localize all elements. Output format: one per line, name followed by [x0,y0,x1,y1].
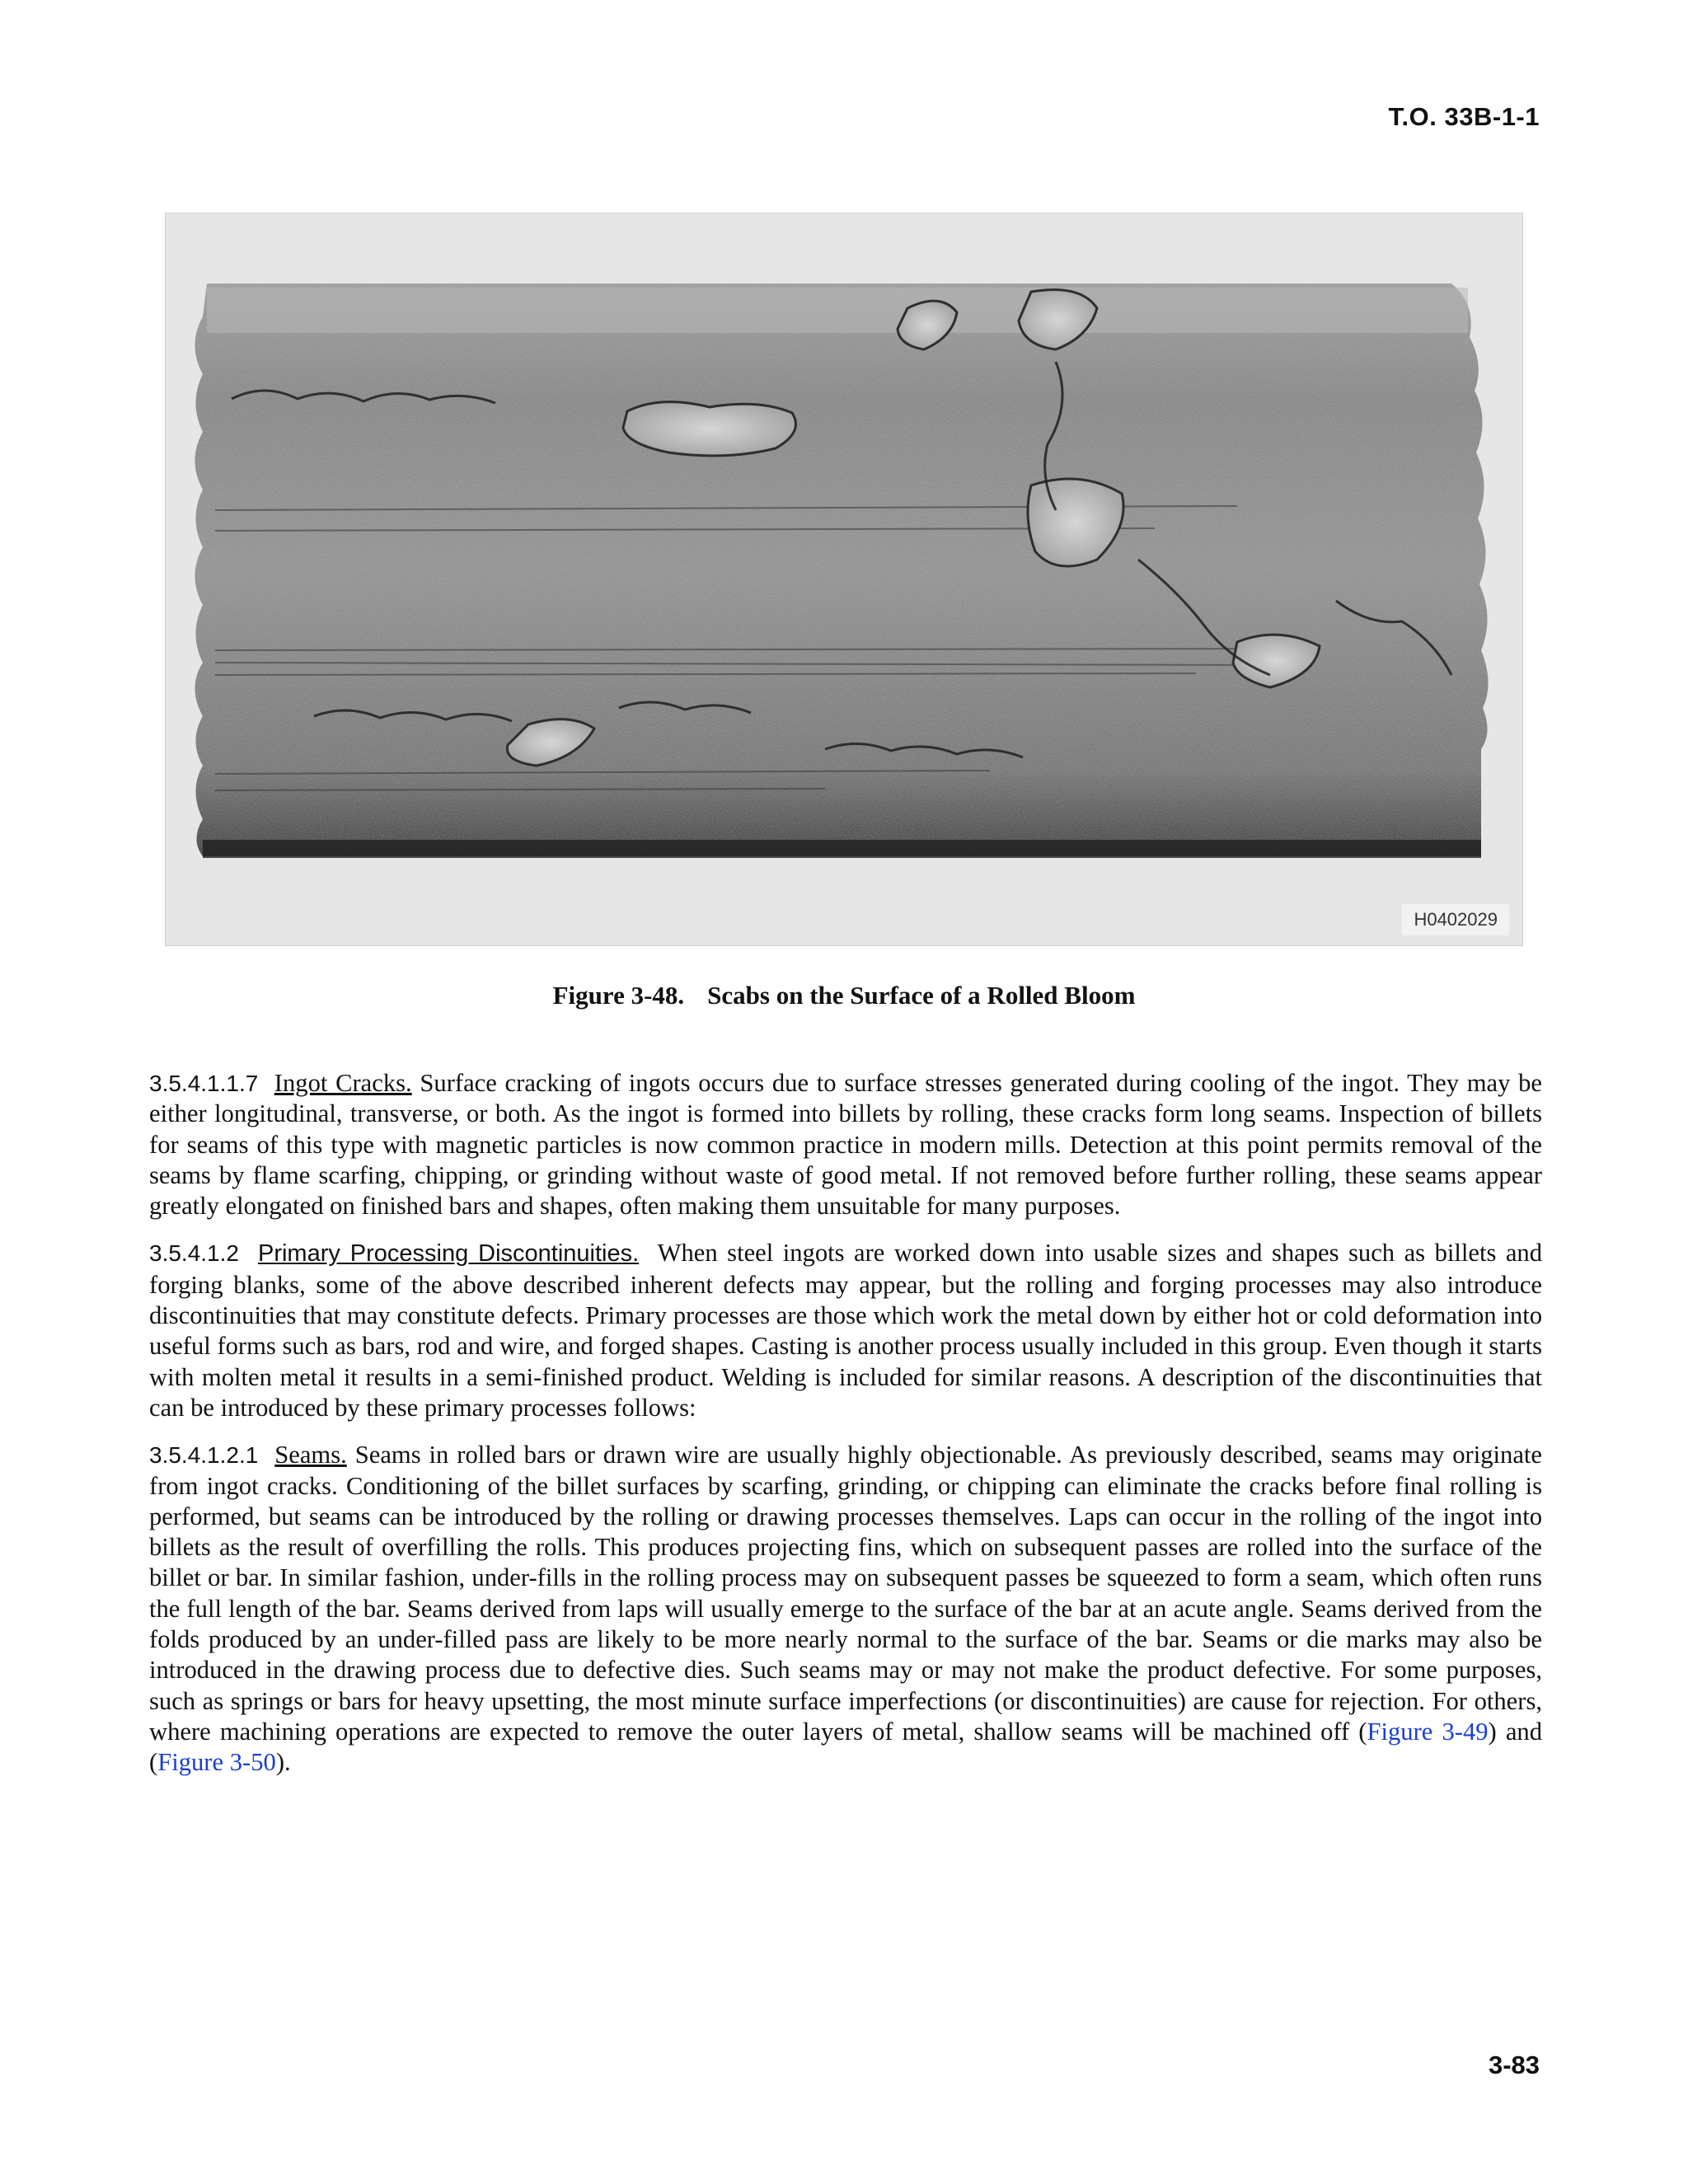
caption-title: Scabs on the Surface of a Rolled Bloom [707,981,1136,1010]
paragraph-text-mid: ) and ( [149,1717,1542,1777]
paragraph-text: Surface cracking of ingots occurs due to surface stresses generated during cooling of the ingot. They may be either longitudinal, transverse, or both. As the ingot is formed into billets by rolling, these cracks form long seams. Inspection of billets for seams of this type with magnetic particles is now common practice in modern mills. Detection at this point permits removal of the seams by flame scarfing, chipping, or grinding without waste of good metal. If not removed before further rolling, these seams appear greatly elongated on finished bars and shapes, often making them unsuitable for many purposes. [149,1069,1542,1221]
figure-caption [0,981,1688,1010]
paragraph-number: 3.5.4.1.2.1 [149,1442,259,1469]
paragraph-title: Primary Processing Discontinuities. [257,1240,640,1268]
paragraph-title: Ingot Cracks. [274,1069,412,1097]
caption-number: Figure 3-48. [552,981,685,1010]
paragraph-text: When steel ingots are worked down into usable sizes and shapes such as billets and forging blanks, some of the above described inherent defects may appear, but the rolling and forging processes may also introduce discontinuities that may constitute defects. Primary processes are those which work the metal down by either hot or cold deformation into useful forms such as bars, rod and wire, and forged shapes. Casting is another process usually included in this group. Even though it starts with molten metal it results in a semi-finished product. Welding is included for similar reasons. A description of the discontinuities that can be introduced by these primary processes follows: [149,1239,1543,1422]
paragraph-primary-processing [149,1238,1542,1423]
figure-3-49-link[interactable]: Figure 3-49 [1367,1717,1489,1746]
paragraph-text-end: ). [275,1748,291,1777]
paragraph-title: Seams. [274,1441,347,1469]
rolled-bloom-photo [166,213,1522,945]
paragraph-number: 3.5.4.1.1.7 [149,1071,259,1096]
document-id: T.O. 33B-1-1 [1388,102,1540,131]
page-number: 3-83 [1488,2050,1540,2079]
paragraph-number: 3.5.4.1.2 [149,1240,239,1267]
figure-photo [165,213,1523,946]
paragraph-text: Seams in rolled bars or drawn wire are usually highly objectionable. As previously described, seams may originate from ingot cracks. Conditioning of the billet surfaces by scarfing, grinding, or chipping can eliminate the cracks before final rolling is performed, but seams can be introduced by the rolling or drawing processes themselves. Laps can occur in the rolling of the ingot into billets as the result of overfilling the rolls. This produces projecting fins, which on subsequent passes are rolled into the surface of the billet or bar. In similar fashion, under-fills in the rolling process may on subsequent passes be squeezed to form a seam, which often runs the full length of the bar. Seams derived from laps will usually emerge to the surface of the bar at an acute angle. Seams derived from the folds produced by an under-filled pass are likely to be more nearly normal to the surface of the bar. Seams or die marks may also be introduced in the drawing process due to defective dies. Such seams may or may not make the product defective. For some purposes, such as springs or bars for heavy upsetting, the most minute surface imperfections (or discontinuities) are cause for rejection. For others, where machining operations are expected to remove the outer layers of metal, shallow seams will be machined off ( [149,1441,1542,1746]
paragraph-ingot-cracks [149,1068,1542,1221]
figure-3-50-link[interactable]: Figure 3-50 [157,1748,276,1777]
body-text [149,1068,1542,1795]
paragraph-seams [149,1440,1542,1778]
image-id-label: H0402029 [1402,904,1509,935]
